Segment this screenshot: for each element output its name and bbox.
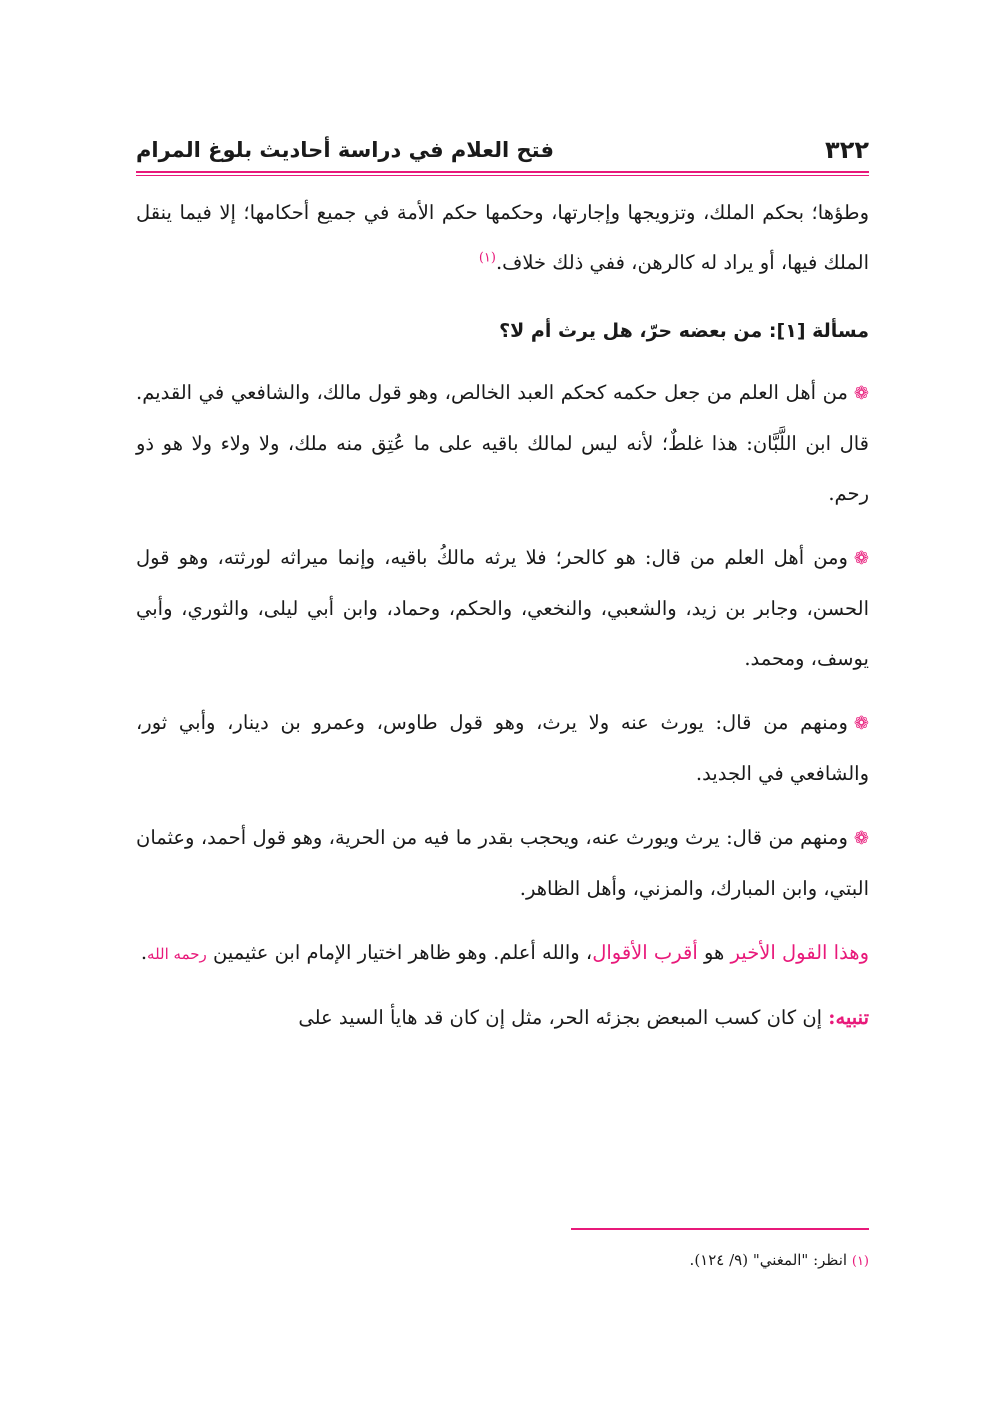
flower-bullet-icon: ❁ [853, 713, 869, 734]
conclusion-end: . [140, 941, 148, 964]
flower-bullet-icon: ❁ [853, 828, 869, 849]
note-paragraph [136, 993, 869, 1043]
opinion-paragraph [136, 698, 869, 799]
main-text [136, 188, 869, 1043]
note-label: تنبيه: [828, 1006, 869, 1029]
header-divider [136, 171, 869, 176]
footnote-reference[interactable]: (١) [478, 250, 496, 266]
paragraph-line: أحكامها؛ إلا فيما ينقل الملك فيها، أو يراد له كالرهن، ففي ذلك خلاف. [136, 201, 869, 274]
conclusion-paragraph [136, 928, 869, 979]
opinion-paragraph [136, 533, 869, 684]
page-header [136, 130, 869, 170]
book-page [136, 0, 869, 1418]
conclusion-text: هو [697, 941, 731, 964]
footnote [136, 1248, 869, 1274]
footnote-divider [571, 1228, 869, 1230]
paragraph-line: وطؤها؛ بحكم الملك، وتزويجها وإجارتها، وحكمها حكم الأمة في جميع [316, 201, 869, 224]
flower-bullet-icon: ❁ [853, 548, 869, 569]
highlighted-phrase: أقرب الأقوال [592, 941, 698, 964]
opinion-paragraph [136, 813, 869, 914]
opinion-text: ومنهم من قال: يورث عنه ولا يرث، وهو قول طاوس، وعمرو بن دينار، وأبي ثور، والشافعي في الجديد. [136, 711, 869, 785]
paragraph-continuation [136, 188, 869, 288]
highlighted-phrase: وهذا القول الأخير [730, 941, 869, 964]
page-number: ٣٢٢ [825, 136, 869, 164]
issue-heading: مسألة [١]: من بعضه حرّ، هل يرث أم لا؟ [499, 320, 869, 342]
footnote-number: (١) [851, 1254, 869, 1269]
footnote-text: انظر: "المغني" (٩/ ١٢٤). [689, 1251, 848, 1269]
opinion-paragraph [136, 368, 869, 519]
flower-bullet-icon: ❁ [853, 383, 869, 404]
honorific-glyph: رحمه الله [147, 945, 207, 963]
conclusion-text: ، والله أعلم. وهو ظاهر اختيار الإمام ابن عثيمين [206, 941, 593, 964]
running-title: فتح العلام في دراسة أحاديث بلوغ المرام [136, 138, 554, 162]
note-text: إن كان كسب المبعض بجزئه الحر، مثل إن كان قد هايأ السيد على [298, 1006, 829, 1029]
opinion-text: ومن أهل العلم من قال: هو كالحر؛ فلا يرثه مالكُ باقيه، وإنما ميراثه لورثته، وهو قول الحسن، وجابر بن زيد، والشعبي، والنخعي، والحكم، وحماد، وابن أبي ليلى، والثوري، وأبي يوسف، ومحمد. [136, 546, 869, 670]
opinion-text: من أهل العلم من جعل حكمه كحكم العبد الخالص، وهو قول مالك، والشافعي في القديم. قال ابن اللَّبَّان: هذا غلطٌ؛ لأنه ليس لمالك باقيه على ما عُتِق منه ملك، ولا ولاء ولا هو ذو رحم. [136, 381, 869, 505]
opinion-text: ومنهم من قال: يرث ويورث عنه، ويحجب بقدر ما فيه من الحرية، وهو قول أحمد، وعثمان البتي، وابن المبارك، والمزني، وأهل الظاهر. [136, 826, 869, 900]
